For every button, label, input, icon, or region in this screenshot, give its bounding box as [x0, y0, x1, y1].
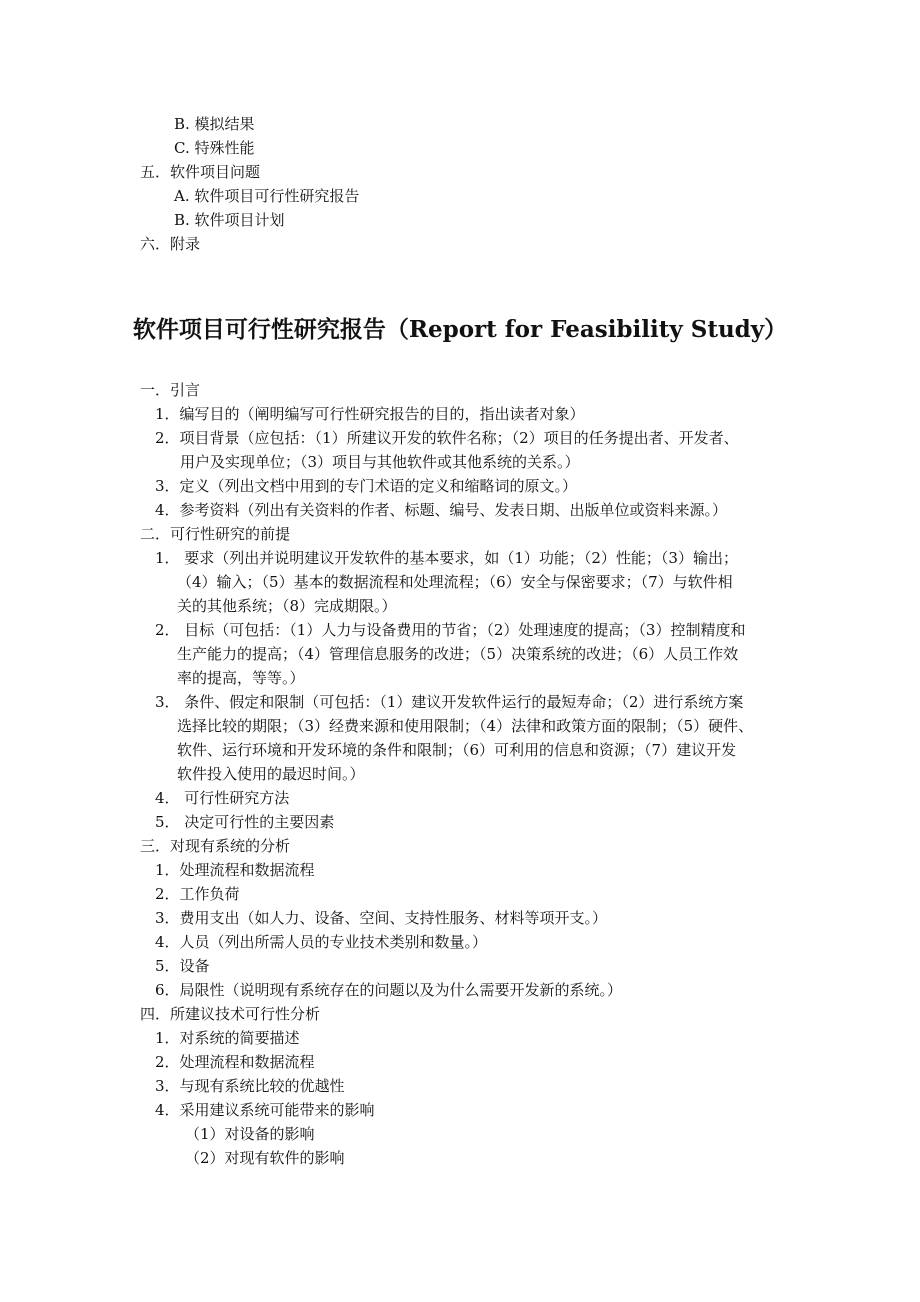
list-item: 3． 条件、假定和限制（可包括：（1）建议开发软件运行的最短寿命；（2）进行系统方案: [155, 693, 744, 711]
list-item-continuation: 用户及实现单位；（3）项目与其他软件或其他系统的关系。）: [180, 453, 580, 471]
list-item: 2． 目标（可包括：（1）人力与设备费用的节省；（2）处理速度的提高；（3）控制精度和: [155, 621, 746, 639]
list-item: 1．处理流程和数据流程: [155, 861, 315, 879]
section-heading: 三．对现有系统的分析: [140, 837, 291, 855]
report-title: 软件项目可行性研究报告（Report for Feasibility Study）: [132, 316, 788, 343]
section-heading: 二．可行性研究的前提: [140, 525, 291, 543]
outline-heading-five: 五．软件项目问题: [140, 163, 261, 181]
list-item-continuation: 生产能力的提高；（4）管理信息服务的改进；（5）决策系统的改进；（6）人员工作效: [177, 645, 739, 663]
list-item: 4． 可行性研究方法: [155, 789, 290, 807]
outline-item-b-project-plan: B. 软件项目计划: [174, 211, 285, 229]
list-item-continuation: 软件投入使用的最迟时间。）: [177, 765, 365, 783]
list-item: 1． 要求（列出并说明建议开发软件的基本要求，如（1）功能；（2）性能；（3）输出；: [155, 549, 738, 567]
list-item: 2．项目背景（应包括：（1）所建议开发的软件名称；（2）项目的任务提出者、开发者、: [155, 429, 739, 447]
list-item-continuation: 软件、运行环境和开发环境的条件和限制；（6）可利用的信息和资源；（7）建议开发: [177, 741, 737, 759]
list-item: 4．参考资料（列出有关资料的作者、标题、编号、发表日期、出版单位或资料来源。）: [155, 501, 728, 519]
list-item-continuation: 选择比较的期限；（3）经费来源和使用限制；（4）法律和政策方面的限制；（5）硬件、: [177, 717, 754, 735]
list-item: 4．人员（列出所需人员的专业技术类别和数量。）: [155, 933, 488, 951]
list-item: 2．处理流程和数据流程: [155, 1053, 315, 1071]
sub-list-item: （1）对设备的影响: [185, 1125, 315, 1143]
outline-item-c-special-performance: C. 特殊性能: [174, 139, 255, 157]
list-item: 2．工作负荷: [155, 885, 240, 903]
list-item: 1．编写目的（阐明编写可行性研究报告的目的，指出读者对象）: [155, 405, 585, 423]
list-item: 6．局限性（说明现有系统存在的问题以及为什么需要开发新的系统。）: [155, 981, 623, 999]
list-item: 1．对系统的简要描述: [155, 1029, 300, 1047]
list-item: 3．定义（列出文档中用到的专门术语的定义和缩略词的原文。）: [155, 477, 578, 495]
list-item-continuation: 率的提高，等等。）: [177, 669, 305, 687]
list-item: 3．与现有系统比较的优越性: [155, 1077, 345, 1095]
list-item: 3．费用支出（如人力、设备、空间、支持性服务、材料等项开支。）: [155, 909, 608, 927]
outline-heading-six: 六．附录: [140, 235, 201, 253]
list-item: 5．设备: [155, 957, 210, 975]
list-item: 4．采用建议系统可能带来的影响: [155, 1101, 375, 1119]
list-item-continuation: （4）输入；（5）基本的数据流程和处理流程；（6）安全与保密要求；（7）与软件相: [177, 573, 733, 591]
outline-item-b-simulation-results: B. 模拟结果: [174, 115, 255, 133]
section-heading: 一．引言: [140, 381, 201, 399]
list-item: 5． 决定可行性的主要因素: [155, 813, 335, 831]
sub-list-item: （2）对现有软件的影响: [185, 1149, 345, 1167]
section-heading: 四．所建议技术可行性分析: [140, 1005, 321, 1023]
outline-item-a-feasibility-report: A. 软件项目可行性研究报告: [174, 187, 360, 205]
list-item-continuation: 关的其他系统；（8）完成期限。）: [177, 597, 397, 615]
